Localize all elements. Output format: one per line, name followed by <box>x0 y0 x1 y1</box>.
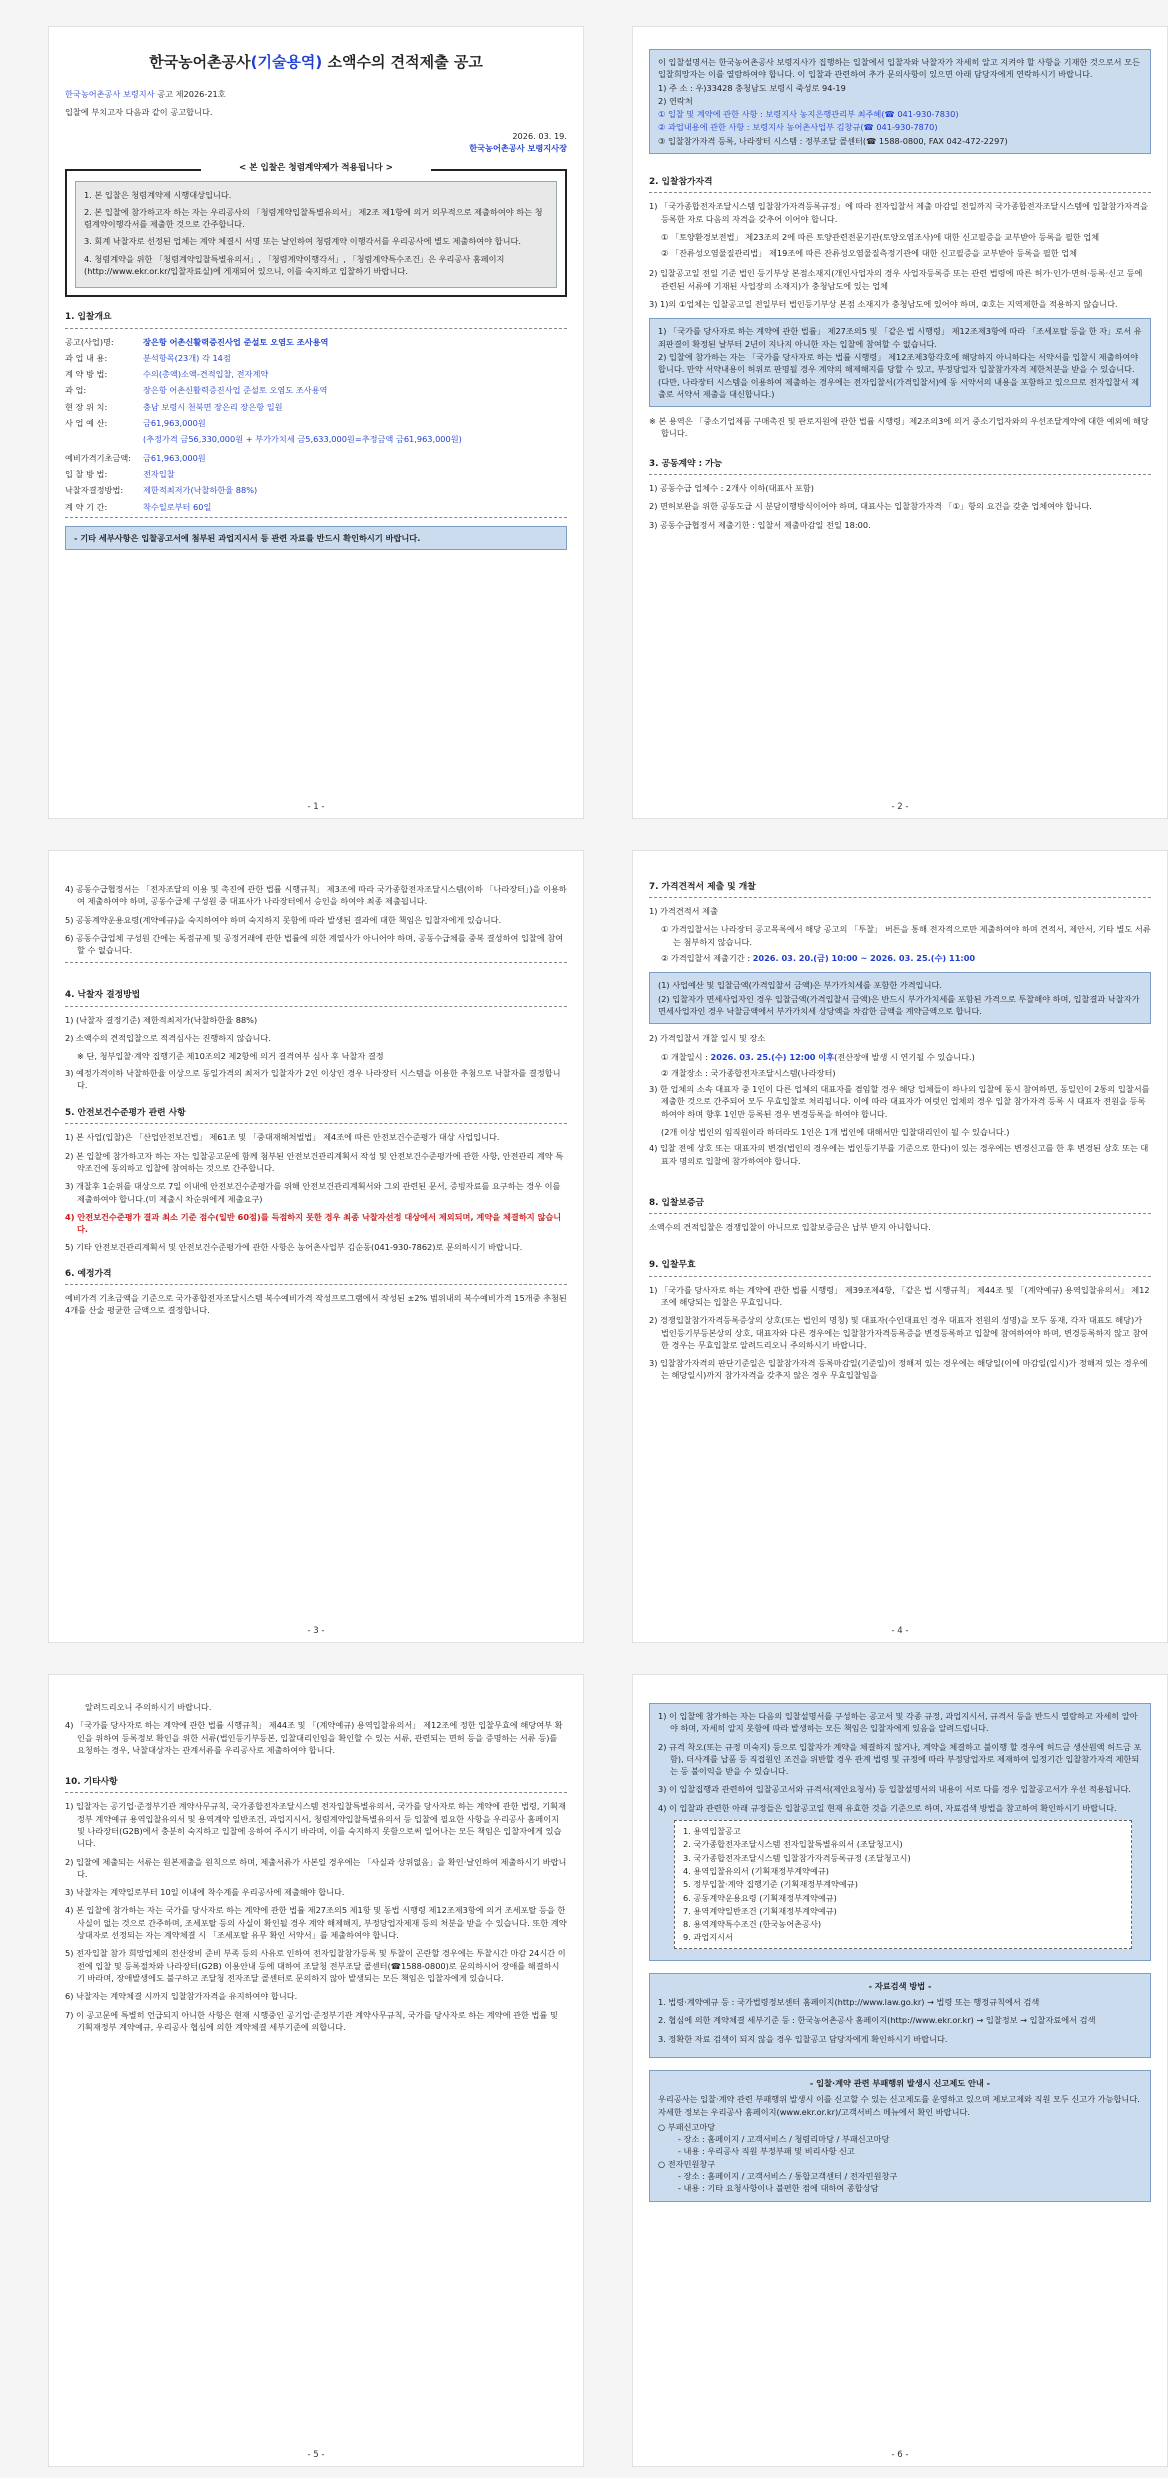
list-item: 4) 이 입찰과 관련한 아래 규정들은 입찰공고일 현재 유효한 것을 기준으로 하며, 자료검색 방법을 참고하여 확인하시기 바랍니다. <box>658 1802 1117 1813</box>
list-item: ② 「잔류성오염물질관리법」 제19조에 따른 잔류성오염물질측정기관에 대한 신고필증을 교부받아 등록을 필한 업체 <box>661 248 1078 259</box>
list-item: 2) 소액수의 견적입찰으로 적격심사는 진행하지 않습니다. <box>65 1032 271 1043</box>
field-value: 장은항 어촌신활력증진사업 준설토 오염도 조사용역 <box>143 385 328 396</box>
page-number: - 2 - <box>891 802 909 812</box>
field-label: 계 약 방 법: <box>65 369 108 380</box>
title-part: 소액수의 견적제출 공고 <box>322 53 483 71</box>
list-item: 3) 예정가격이하 낙찰하한율 이상으로 동일가격의 최저가 입찰자가 2인 이상인 경우 나라장터 시스템을 이용한 추첨으로 낙찰자를 결정합니다. <box>65 1067 561 1090</box>
divider <box>65 1792 567 1793</box>
note: ※ 본 용역은 「중소기업제품 구매촉진 및 판로지원에 관한 법률 시행령」제2조의3에 의거 중소기업자와의 우선조달계약에 대한 예외에 해당합니다. <box>649 416 1149 439</box>
notice-box <box>649 972 1151 1024</box>
field-value: 제한적최저가(낙찰하한율 88%) <box>143 485 258 496</box>
field-row <box>65 368 567 380</box>
field-value: 장은항 어촌신활력증진사업 준설토 오염도 조사용역 <box>143 336 329 347</box>
field-value: 금61,963,000원 <box>143 418 206 429</box>
notice-org: 한국농어촌공사 보령지사 <box>65 88 155 99</box>
box-line: (1) 사업예산 및 입찰금액(가격입찰서 금액)은 부가가치세를 포함한 가격입니다. <box>658 980 942 991</box>
box-line: 1) 「국가를 당사자로 하는 계약에 관한 법률」 제27조의5 및 「같은 법 시행령」 제12조제3항에 따라 「조세포탈 등을 한 자」로서 유죄판결이 확정된 날부터 2년이 지나지 아니한 자는 입찰에 참여할 수 없습니다. <box>658 326 1142 349</box>
list-item: 4) 안전보건수준평가 결과 최소 기준 점수(일반 60점)를 득점하지 못한 경우 최종 낙찰자선정 대상에서 제외되며, 계약을 체결하지 않습니다. <box>65 1211 562 1235</box>
list-item: ① 가격입찰서는 나라장터 공고목록에서 해당 공고의 「투찰」 버튼을 통해 전자적으로만 제출하여야 하며 견적서, 제안서, 기타 별도 서류는 첨부하지 않습니다. <box>661 924 1151 947</box>
page-3 <box>48 850 584 1643</box>
field-row <box>65 352 567 364</box>
list-item: 3) 1)의 ①업체는 입찰공고일 전일부터 법인등기부상 본점 소재지가 충청남도에 있어야 하며, ②호는 지역제한을 적용하지 않습니다. <box>649 299 1118 310</box>
integrity-banner <box>65 162 567 298</box>
page-4 <box>632 850 1168 1643</box>
section-heading: 4. 낙찰자 결정방법 <box>65 990 141 1001</box>
box-intro: 이 입찰설명서는 한국농어촌공사 보령지사가 집행하는 입찰에서 입찰자와 낙찰자가 자세히 알고 지켜야 할 사항을 기재한 것으로서 모든 입찰희망자는 이를 열람하여야 합니다. 이 입찰과 관련하여 추가 문의사항이 있으면 아래 담당자에게 연락하시기 바랍니다. <box>658 57 1140 80</box>
list-item: 3) 공동수급협정서 제출기한 : 입찰서 제출마감일 전일 18:00. <box>649 519 871 530</box>
contact-box <box>649 49 1151 154</box>
divider <box>649 1276 1151 1277</box>
list-item: 5) 기타 안전보건관리계획서 및 안전보건수준평가에 관한 사항은 농어촌사업부 김순동(041-930-7862)로 문의하시기 바랍니다. <box>65 1242 523 1253</box>
list-item: 2) 면허보완을 위한 공동도급 시 분담이행방식이어야 하며, 대표사는 입찰참가자격 「①」항의 요건을 갖춘 업체여야 합니다. <box>649 501 1092 512</box>
list-item: 1. 법령·계약예규 등 : 국가법령정보센터 홈페이지(http://www.law.go.kr) → 법령 또는 행정규칙에서 검색 <box>658 1997 1040 2008</box>
list-item: 6) 공동수급업체 구성원 간에는 독점규제 및 공정거래에 관한 법률에 의한 계열사가 아니어야 하며, 공동수급체를 중복 결성하여 입찰에 참여할 수 없습니다. <box>65 932 564 956</box>
banner-content <box>75 181 557 289</box>
list-item: 2) 경쟁입찰참가자격등록증상의 상호(또는 법인의 명칭) 및 대표자(수인대표인 경우 대표자 전원의 성명)을 모두 동재, 각자 대표도 해당)가 법인등기부등본상의 상호, 대표자와 다른 경우에는 입찰참가자격등록증을 변경등록하고 입찰에 참여하여야 하며, 변경등록하지 않고 참여한 경우는 무효입찰로 알려드리오니 주의하시기 바랍니다. <box>649 1315 1149 1350</box>
page-5 <box>48 1674 584 2467</box>
banner-item: 1. 본 입찰은 청렴계약제 시행대상입니다. <box>84 189 232 200</box>
list-item: 2) 입찰공고일 전일 기준 법인 등기부상 본점소재지(개인사업자의 경우 사업자등록증 또는 관련 법령에 따른 허가·인가·면허·등록·신고 등에 관련된 서류에 기재된 사업장의 소재지)가 충청남도에 있는 업체 <box>649 268 1143 291</box>
field-row <box>65 484 567 496</box>
item-label: ① 개찰일시 : <box>661 1051 711 1062</box>
list-item: 2) 규격 착오(또는 규정 미숙지) 등으로 입찰자가 계약을 체결하지 않거나, 계약을 체결하고 불이행 할 경우에 허드금 생산원액 허드금 포함), 더사계를 납품 등 직접원인 조건을 위반할 경우 관계 법령 및 규정에 따라 부정당업자로 제재하여 일정기간 입찰참가자격 제한되는 등 불이익을 받을 수 있습니다. <box>658 1741 1142 1777</box>
field-value: 금61,963,000원 <box>143 452 206 463</box>
page-number: - 1 - <box>307 802 325 812</box>
title-part: 한국농어촌공사 <box>149 53 251 71</box>
banner-item: 4. 청렴계약을 위한 「청렴계약입찰특별유의서」, 「청렴계약이행각서」, 「청렴계약특수조건」은 우리공사 홈페이지(http://www.ekr.or.kr/입찰자료실)에 게재되어 있으니, 이를 숙지하고 입찰하기 바랍니다. <box>84 253 505 277</box>
page-number: - 5 - <box>307 2450 325 2460</box>
list-item: 4) 「국가를 당사자로 하는 계약에 관한 법률 시행규칙」 제44조 및 「(계약예규) 용역입찰유의서」 제12조에 정한 입찰무효에 해당여부 확인을 위하여 등록정보 확인을 위한 서류(법인등기부등본, 입찰대리인임을 확인할 수 있는 서류, 관련되는 면허 등을 증명하는 서류 등)를 요청하는 경우, 낙찰대상자는 관계서류를 우리공사로 제출하여야 합니다. <box>65 1720 563 1755</box>
list-item: 5) 공동계약운용요령(계약예규)을 숙지하여야 하며 숙지하지 못함에 따라 발생된 결과에 대한 책임은 입찰자에게 있습니다. <box>65 914 502 925</box>
item-label: ② 가격입찰서 제출기간 : <box>661 953 753 964</box>
list-item: 4) 입찰 전에 상호 또는 대표자의 변경(법인의 경우에는 법인등기부를 기준으로 한다)이 있는 경우에는 변경신고를 한 후 변경된 상호 또는 대표자 명의로 입찰에 참가하여야 합니다. <box>649 1143 1149 1166</box>
notice-date: 2026. 03. 19. <box>512 131 567 142</box>
list-item: ○ 전자민원창구 <box>658 2158 716 2169</box>
field-value: 전자입찰 <box>143 468 175 479</box>
list-item: 1) 가격견적서 제출 <box>649 906 718 917</box>
page-2 <box>632 26 1168 819</box>
field-label: 과 업: <box>65 385 87 396</box>
list-item <box>649 1051 1151 1063</box>
list-item: 1) 「국가종합전자조달시스템 입찰참가자격등록규정」에 따라 전자입찰서 제출 마감일 전일까지 국가종합전자조달시스템에 입찰참가자격을 등록한 자로 다음의 자격을 갖추어 이어야 합니다. <box>649 201 1149 224</box>
paragraph: 우리공사는 입찰·계약 관련 부패행위 발생시 이를 신고할 수 있는 신고제도를 운영하고 있으며 제보고제와 직원 모두 신고가 가능합니다. 자세한 정보는 우리공사 홈페이지(www.ekr.or.kr)/고객서비스 메뉴에서 확인 바랍니다. <box>658 2094 1140 2117</box>
field-value: 수의(총액)소액-견적입찰, 전자계약 <box>143 369 269 380</box>
list-item: 9. 과업지시서 <box>683 1932 733 1943</box>
box-line: 2) 입찰에 참가하는 자는 「국가를 당사자로 하는 법률 시행령」 제12조제3항각호에 해당하지 아니하다는 서약서를 입찰시 제출하여야 합니다. 만약 서약내용이 허위로 판명될 경우 계약의 해제해지를 당할 수 있고, 부정당업자 입찰참가자격 제한처분을 받을 수 있습니다. (다만, 나라장터 시스템을 이용하여 제출하는 경우에는 전자입찰서(가격입찰서)에 동 서약서의 내용을 포함하고 있으므로 전자입찰서 제출로 서약서 제출을 대신합니다.) <box>658 351 1140 399</box>
field-row <box>65 384 567 396</box>
list-item: 3. 정확한 자료 검색이 되지 않을 경우 입찰공고 담당자에게 확인하시기 바랍니다. <box>658 2033 948 2044</box>
field-label: 공고(사업)명: <box>65 336 114 347</box>
field-value: 착수일로부터 60일 <box>143 501 212 512</box>
signer: 한국농어촌공사 보령지사장 <box>469 143 567 154</box>
budget-note: (추정가격 금56,330,000원 + 부가가치세 금5,633,000원=추정금액 금61,963,000원) <box>143 434 462 445</box>
section-heading: 3. 공동계약 : 가능 <box>649 458 723 469</box>
list-item <box>649 952 1151 964</box>
list-item: 2) 입찰에 제출되는 서류는 원본제출을 원칙으로 하며, 제출서류가 사본일 경우에는 「사실과 상위없음」을 확인·날인하여 제출하시기 바랍니다. <box>65 1856 567 1879</box>
divider <box>65 962 567 963</box>
divider <box>65 328 567 329</box>
field-row <box>65 336 567 348</box>
list-item: 2. 국가종합전자조달시스템 전자입찰특별유의서 (조달청고시) <box>683 1839 903 1850</box>
divider <box>65 517 567 518</box>
section-heading: 5. 안전보건수준평가 관련 사항 <box>65 1108 186 1119</box>
paragraph: 알려드리오니 주의하시기 바랍니다. <box>85 1702 212 1712</box>
list-item: 3) 입찰참가자격의 판단기준일은 입찰참가자격 등록마감일(기준일)이 정해져 있는 경우에는 해당일(이에 마감일(일시)가 정해져 있는 경우에는 해당일시)까지 참가자격을 갖추지 않은 경우 무효입찰임을 <box>649 1358 1148 1381</box>
divider <box>65 1006 567 1007</box>
paragraph: 예비가격 기초금액을 기준으로 국가종합전자조달시스템 복수예비가격 작성프로그램에서 작성된 ±2% 범위내의 복수예비가격 15개중 추첨된 4개를 산술 평균한 금액으로 결정합니다. <box>65 1292 567 1316</box>
field-value: 분석항목(23개) 각 14점 <box>143 352 231 363</box>
notice-box: - 기타 세부사항은 입찰공고서에 첨부된 과업지시서 등 관련 자료를 반드시 확인하시기 바랍니다. <box>65 526 567 550</box>
search-panel <box>649 1973 1151 2058</box>
list-item: 3) 한 업체의 소속 대표자 중 1인이 다른 업체의 대표자를 겸임할 경우 해당 업체들이 하나의 입찰에 동시 참여하면, 동일인이 2통의 입찰서를 제출한 것으로 간주되어 모두 무효입찰로 처리됩니다. 이에 따라 대표자가 여럿인 업체의 경우 입찰 참가자격 등록 시 대표자 전원을 등록하여야 하며 향후 1인만 등록된 경우 변경등록을 하여야 합니다. <box>649 1084 1150 1119</box>
list-item: 6) 낙찰자는 계약체결 시까지 입찰참가자격을 유지하여야 합니다. <box>65 1991 298 2002</box>
list-item: 1) 이 입찰에 참가하는 자는 다음의 입찰설명서를 구성하는 공고서 및 각종 규정, 과업지시서, 규격서 등을 반드시 열람하고 자세히 알아야 하며, 자세히 알지 못함에 따라 발생하는 모든 책임은 입찰자에게 있음을 알려드립니다. <box>658 1711 1138 1734</box>
notes-panel <box>649 1703 1151 1961</box>
notice-box <box>649 318 1151 407</box>
list-item: 5) 전자입찰 참가 희망업체의 전산장비 준비 부족 등의 사유로 인하여 전자입찰참가등록 및 투찰이 곤란할 경우에는 투찰시간 마감 24시간 이전에 입찰 및 등록절차와 나라장터(G2B) 이용안내 등에 대하여 조달청 전부조달 콜센터(☎1588-0800)로 문의하시어 장애를 해결하시기 바라며, 장애발생에도 불구하고 조달청 전자조달 콜센터로 문의하지 않아 발생되는 모든 책임은 입찰자에게 있습니다. <box>65 1948 566 1983</box>
page-1 <box>48 26 584 819</box>
field-row <box>65 417 567 429</box>
field-label: 입 찰 방 법: <box>65 468 108 479</box>
list-item: 3) 이 입찰집행과 관련하여 입찰공고서와 규격서(제안요청서) 등 입찰설명서의 내용이 서로 다를 경우 입찰공고서가 우선 적용됩니다. <box>658 1784 1132 1795</box>
list-item: 1) 「국가를 당사자로 하는 계약에 관한 법률 시행령」 제39조제4항, 「같은 법 시행규칙」 제44조 및 「(계약예규) 용역입찰유의서」 제12조에 해당되는 입찰은 무효입니다. <box>649 1284 1150 1307</box>
field-row <box>65 468 567 480</box>
list-item: 4. 용역입찰유의서 (기획재정부계약예규) <box>683 1865 829 1876</box>
divider <box>65 1123 567 1124</box>
page-title <box>65 51 567 74</box>
list-item: 1. 용역입찰공고 <box>683 1826 741 1837</box>
box-line: (2) 입찰자가 면세사업자인 경우 입찰금액(가격입찰서 금액)은 반드시 부가가치세를 포함된 가격으로 투찰해야 하며, 입찰결과 낙찰자가 면세사업자인 경우 낙찰금액에서 부가가치세 상당액을 차감한 금액을 계약금액으로 합니다. <box>658 993 1140 1016</box>
box-line: 1) 주 소 : 우)33428 충청남도 보령시 죽성로 94-19 <box>658 82 846 93</box>
panel-title: - 자료검색 방법 - <box>868 1980 932 1991</box>
list-item: 1) 입찰자는 공기업·준정부기관 계약사무규칙, 국가종합전자조달시스템 전자입찰특별유의서, 국가를 당사자로 하는 계약에 관한 법령, 기획재정부 계약예규 용역입찰유의서 및 용역계약 일반조건, 과업지시서, 청렴계약입찰특별유의서 등 입찰에 필요한 사항을 우리공사 홈페이지 및 나라장터(G2B)에서 충분히 숙지하고 입찰에 응하여 주시기 바라며, 이를 숙지하지 못함으로써 일어나는 모든 책임은 입찰자에게 있습니다. <box>65 1801 566 1849</box>
field-value: 충남 보령시 천북면 장은리 장은항 일원 <box>143 401 283 412</box>
field-label: 현 장 위 치: <box>65 401 108 412</box>
list-item: ※ 단, 청부입찰·계약 집행기준 제10조의2 제2항에 의거 결격여부 심사 후 낙찰자 결정 <box>77 1051 384 1062</box>
section-heading: 6. 예정가격 <box>65 1268 112 1279</box>
list-item: ① 「토양환경보전법」 제23조의 2에 따른 토양관련전문기관(토양오염조사)에 대한 신고필증을 교부받아 등록을 필한 업체 <box>661 231 1100 242</box>
field-label: 예비가격기초금액: <box>65 452 132 463</box>
regulation-list <box>674 1820 1132 1949</box>
list-item: 2. 협심에 의한 계약체결 세부기준 등 : 한국농어촌공사 홈페이지(http://www.ekr.or.kr) → 입찰정보 → 입찰자료에서 검색 <box>658 2015 1096 2026</box>
list-item: 3) 개찰후 1순위를 대상으로 7일 이내에 안전보건수준평가를 위해 안전보건관리계획서와 그외 관련된 문서, 증빙자료를 요구하는 경우 이를 제출하여야 합니다.(미 제출시 차순위에게 제출요구) <box>65 1181 561 1204</box>
list-item: 8. 용역계약특수조건 (한국농어촌공사) <box>683 1919 822 1930</box>
section-heading: 7. 가격견적서 제출 및 개찰 <box>649 882 756 892</box>
list-item: (2개 이상 법인의 임직원이라 하더라도 1인은 1개 법인에 대해서만 입찰대리인이 될 수 있습니다.) <box>661 1127 1010 1138</box>
list-item: 2) 가격입찰서 개찰 일시 및 장소 <box>649 1033 766 1044</box>
list-item: ② 개찰장소 : 국가종합전자조달시스템(나라장터) <box>661 1067 836 1078</box>
list-item: 1) 본 사업(입찰)은 「산업안전보건법」 제61조 및 「중대재해처벌법」 제4조에 따른 안전보건수준평가 대상 사업입니다. <box>65 1132 500 1143</box>
list-item: 3. 국가종합전자조달시스템 입찰참가자격등록규정 (조달청고시) <box>683 1852 911 1863</box>
field-label: 낙찰자결정방법: <box>65 485 124 496</box>
divider <box>649 192 1151 193</box>
section-heading: 9. 입찰무효 <box>649 1260 696 1271</box>
list-item: 1) (낙찰자 결정기준) 제한적최저가(낙찰하한율 88%) <box>65 1014 258 1025</box>
list-item: - 내용 : 기타 요청사항이나 불편한 점에 대하여 종합상담 <box>678 2183 879 2194</box>
banner-title: < 본 입찰은 청렴계약제가 적용됩니다 > <box>201 162 431 175</box>
notice-number <box>65 88 567 100</box>
list-item: - 장소 : 홈페이지 / 고객서비스 / 통합고객센터 / 전자민원창구 <box>678 2171 898 2182</box>
field-label: 과 업 내 용: <box>65 352 108 363</box>
divider <box>649 897 1151 898</box>
notice-no: 공고 제2026-21호 <box>154 88 226 99</box>
panel-title: - 입찰·계약 관련 부패행위 발생시 신고제도 안내 - <box>809 2077 991 2088</box>
divider <box>649 1213 1151 1214</box>
item-value: 2026. 03. 25.(수) 12:00 이후 <box>710 1051 835 1062</box>
box-line: 2) 연락처 <box>658 95 693 106</box>
section-heading: 1. 입찰개요 <box>65 312 112 323</box>
page-number: - 6 - <box>891 2450 909 2460</box>
divider <box>649 474 1151 475</box>
list-item: 4) 본 입찰에 참가하는 자는 국가를 당사자로 하는 계약에 관한 법률 제27조의5 제1항 및 동법 시행령 제12조제3항에 의거 조세포탈 등을 한 사실이 없는 것으로 간주하며, 조세포탈 등의 사실이 확인될 경우 계약 해제해지, 부정당업자제재 등의 처분을 받을 수 있습니다. 또한 계약상대자로 선정되는 자는 계약체결 시 「조세포탈 유무 확인 서약서」를 제출하여야 합니다. <box>65 1905 567 1941</box>
list-item: ○ 부패신고마당 <box>658 2121 716 2132</box>
item-value: 2026. 03. 20.(금) 10:00 ~ 2026. 03. 25.(수) 11:00 <box>752 953 976 964</box>
list-item: 5. 정부입찰·계약 집행기준 (기획재정부계약예규) <box>683 1879 858 1890</box>
list-item: 4) 공동수급협정서는 「전자조달의 이용 및 촉진에 관한 법률 시행규칙」 제3조에 따라 국가종합전자조달시스템(이하 「나라장터」)을 이용하여 제출하여야 하며, 공동수급체 구성원 중 대표사가 나라장터에서 승인을 하여야 최종 제출됩니다. <box>65 884 567 907</box>
intro-text: 입찰에 부치고자 다음과 같이 공고합니다. <box>65 106 213 117</box>
list-item: - 내용 : 우리공사 직원 부정부패 및 비리사항 신고 <box>678 2146 855 2157</box>
list-item: 6. 공동계약운용요령 (기획재정부계약예규) <box>683 1892 837 1903</box>
list-item: 3) 낙찰자는 계약일로부터 10일 이내에 착수계를 우리공사에 제출해야 합니다. <box>65 1887 345 1898</box>
list-item: - 장소 : 홈페이지 / 고객서비스 / 청렴리마당 / 부패신고마당 <box>678 2134 890 2145</box>
page-number: - 3 - <box>307 1626 325 1636</box>
box-line: ③ 입찰참가자격 등록, 나라장터 시스템 : 정부조달 콜센터(☎ 1588-0800, FAX 042-472-2297) <box>658 135 1008 146</box>
list-item: 7) 이 공고문에 특별히 언급되지 아니한 사항은 현재 시행중인 공기업·준정부기관 계약사무규칙, 국가를 당사자로 하는 계약에 관한 법률 및 기획재정부 계약예규, 우리공사 협심에 의한 계약체결 세부기준에 의합니다. <box>65 2009 558 2032</box>
banner-item: 3. 회계 낙찰자로 선정된 업체는 계약 체결시 서명 또는 날인하여 청렴계약 이행각서를 우리공사에 별도 제출하여야 합니다. <box>84 236 522 247</box>
report-panel <box>649 2070 1151 2202</box>
field-label: 계 약 기 간: <box>65 501 108 512</box>
title-highlight: (기술용역) <box>250 53 323 71</box>
field-row <box>65 452 567 464</box>
field-row <box>65 501 567 513</box>
section-heading: 8. 입찰보증금 <box>649 1197 705 1208</box>
list-item: 2) 본 입찰에 참가하고자 하는 자는 입찰공고문에 함께 첨부된 안전보건관리계획서 작성 및 안전보건수준평가에 관한 사항, 안전관리 계약 특약조건에 동의하고 입찰에 참여하는 것으로 간주합니다. <box>65 1150 564 1173</box>
list-item: 1) 공동수급 업체수 : 2개사 이하(대표사 포함) <box>649 482 814 493</box>
section-heading: 10. 기타사항 <box>65 1777 118 1788</box>
box-line: ② 과업내용에 관한 사항 : 보령지사 농어촌사업부 김창규(☎ 041-930-7870) <box>658 122 938 133</box>
page-6 <box>632 1674 1168 2467</box>
item-note: (전산장애 발생 시 연기될 수 있습니다.) <box>834 1051 975 1062</box>
section-heading: 2. 입찰참가자격 <box>649 177 713 188</box>
paragraph: 소액수의 견적입찰은 경쟁입찰이 아니므로 입찰보증금은 납부 받지 아니합니다. <box>649 1222 931 1233</box>
field-row <box>65 401 567 413</box>
list-item: 7. 용역계약일반조건 (기획재정부계약예규) <box>683 1905 837 1916</box>
page-number: - 4 - <box>891 1626 909 1636</box>
divider <box>65 1284 567 1285</box>
field-label: 사 업 예 산: <box>65 418 108 429</box>
box-line: ① 입찰 및 계약에 관한 사항 : 보령지사 농지은행관리부 최주혜(☎ 041-930-7830) <box>658 109 959 120</box>
banner-item: 2. 본 입찰에 참가하고자 하는 자는 우리공사의 「청렴계약입찰특별유의서」 제2조 제1항에 의거 의무적으로 제출하여야 하는 청렴계약이행각서를 제출한 것으로 간주합니다. <box>84 206 543 230</box>
